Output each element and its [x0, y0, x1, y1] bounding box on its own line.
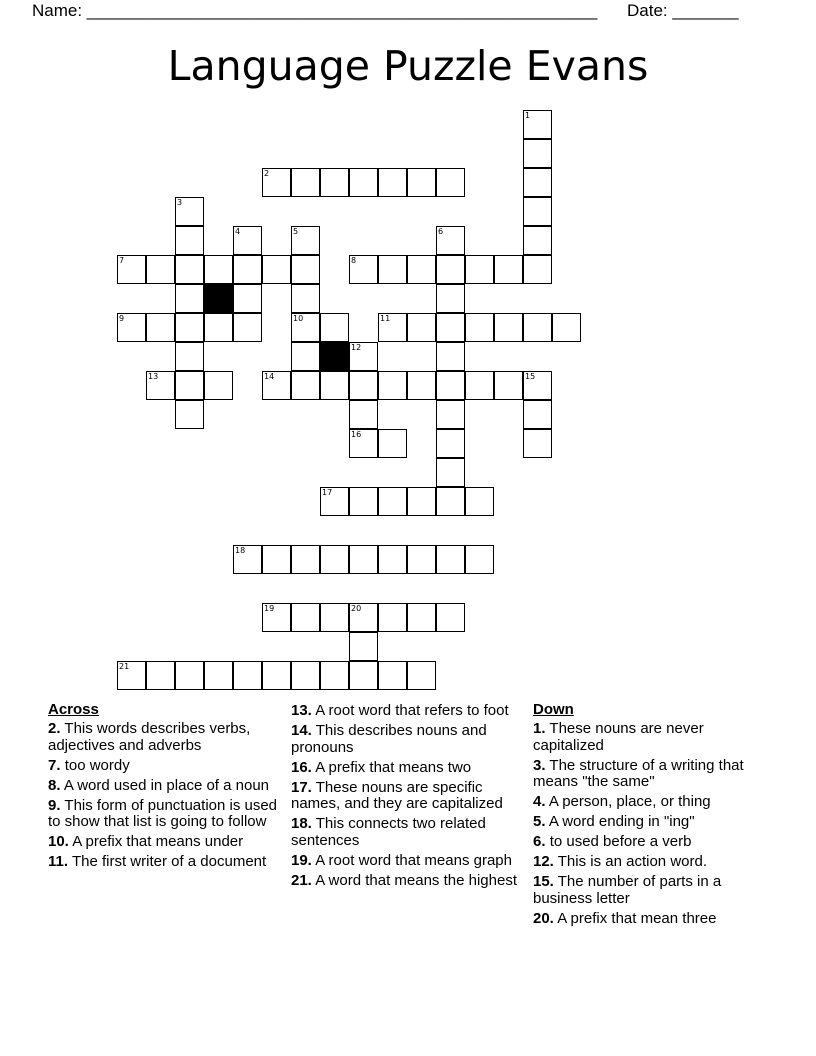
crossword-cell[interactable]: [378, 545, 407, 574]
crossword-cell[interactable]: [175, 400, 204, 429]
crossword-cell[interactable]: [523, 313, 552, 342]
date-field[interactable]: Date: _______: [627, 1, 739, 20]
clue-number: 13: [148, 372, 159, 381]
across-clue: [291, 780, 526, 813]
across-clues-col1: [48, 701, 283, 874]
across-clue: [291, 760, 526, 777]
clue-text: This describes nouns and pronouns: [291, 722, 487, 756]
crossword-cell[interactable]: [494, 313, 523, 342]
crossword-cell[interactable]: [349, 400, 378, 429]
crossword-cell[interactable]: [233, 545, 262, 574]
clue-number-label: 1.: [533, 720, 546, 737]
crossword-cell[interactable]: [349, 487, 378, 516]
clue-number-label: 9.: [48, 796, 61, 814]
crossword-cell[interactable]: [407, 661, 436, 690]
clue-number-label: 10.: [48, 833, 69, 850]
across-clue: [48, 798, 283, 831]
crossword-cell[interactable]: [407, 545, 436, 574]
crossword-cell[interactable]: [436, 226, 465, 255]
clue-number: 16: [351, 430, 362, 439]
crossword-cell[interactable]: [204, 661, 233, 690]
crossword-cell[interactable]: [175, 342, 204, 371]
clue-number-label: 12.: [533, 853, 554, 870]
clue-text: A prefix that mean three: [557, 909, 717, 927]
crossword-cell[interactable]: [407, 371, 436, 400]
crossword-cell[interactable]: [523, 226, 552, 255]
down-clue: [533, 874, 768, 907]
across-clue: [291, 853, 526, 870]
black-square: [204, 284, 233, 313]
crossword-cell[interactable]: [436, 603, 465, 632]
crossword-cell[interactable]: [378, 661, 407, 690]
clue-number-label: 2.: [48, 720, 61, 737]
crossword-cell[interactable]: [523, 400, 552, 429]
clue-number: 7: [119, 256, 125, 265]
across-clue: [291, 816, 526, 849]
down-clue: [533, 721, 768, 754]
crossword-cell[interactable]: [175, 661, 204, 690]
crossword-cell[interactable]: [291, 371, 320, 400]
crossword-cell[interactable]: [436, 255, 465, 284]
crossword-cell[interactable]: [320, 487, 349, 516]
across-clue: [291, 873, 526, 890]
clue-text: These nouns are never capitalized: [533, 720, 704, 754]
clue-text: The first writer of a document: [71, 853, 267, 870]
crossword-cell[interactable]: [320, 371, 349, 400]
clue-number-label: 11.: [48, 853, 69, 870]
crossword-cell[interactable]: [146, 255, 175, 284]
clue-number-label: 6.: [533, 833, 546, 850]
crossword-cell[interactable]: [349, 429, 378, 458]
clue-number-label: 3.: [533, 756, 546, 774]
crossword-cell[interactable]: [320, 168, 349, 197]
crossword-cell[interactable]: [407, 313, 436, 342]
crossword-cell[interactable]: [291, 313, 320, 342]
crossword-cell[interactable]: [204, 371, 233, 400]
clue-number: 20: [351, 604, 362, 613]
crossword-cell[interactable]: [407, 487, 436, 516]
clue-number-label: 4.: [533, 793, 546, 810]
clue-number: 19: [264, 604, 275, 613]
crossword-cell[interactable]: [407, 603, 436, 632]
across-clue: [48, 834, 283, 851]
crossword-cell[interactable]: [175, 255, 204, 284]
crossword-cell[interactable]: [291, 603, 320, 632]
crossword-cell[interactable]: [349, 168, 378, 197]
crossword-cell[interactable]: [523, 371, 552, 400]
clue-number: 10: [293, 314, 304, 323]
clue-text: These nouns are specific names, and they are capitalized: [291, 778, 503, 812]
clue-number: 15: [525, 372, 536, 381]
crossword-cell[interactable]: [117, 661, 146, 690]
clue-number-label: 21.: [291, 871, 312, 889]
clue-text: A word that means the highest: [315, 871, 517, 889]
crossword-cell[interactable]: [523, 110, 552, 139]
clue-number-label: 7.: [48, 756, 61, 774]
clue-text: This form of punctuation is used to show that list is going to follow: [48, 796, 278, 830]
crossword-cell[interactable]: [262, 545, 291, 574]
clue-text: A word used in place of a noun: [63, 776, 270, 794]
crossword-cell[interactable]: [291, 284, 320, 313]
crossword-cell[interactable]: [378, 603, 407, 632]
crossword-cell[interactable]: [523, 429, 552, 458]
crossword-cell[interactable]: [146, 313, 175, 342]
crossword-cell[interactable]: [436, 458, 465, 487]
crossword-cell[interactable]: [233, 661, 262, 690]
clue-text: This is an action word.: [557, 853, 707, 870]
crossword-cell[interactable]: [291, 255, 320, 284]
clue-number-label: 15.: [533, 873, 554, 890]
clue-number-label: 17.: [291, 778, 312, 796]
crossword-cell[interactable]: [349, 661, 378, 690]
across-heading: Across: [48, 701, 99, 718]
clue-text: This words describes verbs, adjectives and adverbs: [48, 720, 251, 754]
crossword-cell[interactable]: [291, 342, 320, 371]
clue-text: A root word that refers to foot: [315, 702, 509, 719]
crossword-cell[interactable]: [117, 255, 146, 284]
crossword-cell[interactable]: [233, 284, 262, 313]
clue-number-label: 16.: [291, 758, 312, 776]
crossword-cell[interactable]: [175, 371, 204, 400]
crossword-cell[interactable]: [378, 429, 407, 458]
crossword-cell[interactable]: [494, 371, 523, 400]
clue-number: 14: [264, 372, 275, 381]
crossword-cell[interactable]: [436, 545, 465, 574]
crossword-cell[interactable]: [523, 168, 552, 197]
clue-number: 12: [351, 343, 362, 352]
clue-number: 6: [438, 227, 444, 236]
clue-number: 2: [264, 169, 270, 178]
across-clue: [291, 723, 526, 756]
clue-number-label: 20.: [533, 909, 554, 927]
crossword-cell[interactable]: [175, 197, 204, 226]
crossword-cell[interactable]: [407, 255, 436, 284]
clue-number: 5: [293, 227, 299, 236]
across-clue: [48, 854, 283, 871]
crossword-cell[interactable]: [291, 168, 320, 197]
clue-text: A prefix that means two: [315, 758, 472, 776]
crossword-cell[interactable]: [552, 313, 581, 342]
crossword-cell[interactable]: [378, 313, 407, 342]
down-clues: [533, 701, 768, 931]
crossword-cell[interactable]: [146, 661, 175, 690]
clue-number-label: 14.: [291, 722, 312, 739]
clue-text: A person, place, or thing: [548, 793, 711, 810]
crossword-cell[interactable]: [523, 255, 552, 284]
crossword-cell[interactable]: [349, 255, 378, 284]
clue-text: A word ending in "ing": [548, 813, 695, 830]
down-clue: [533, 794, 768, 811]
name-field[interactable]: Name: ______________________________________________________: [32, 1, 598, 20]
crossword-cell[interactable]: [262, 255, 291, 284]
crossword-cell[interactable]: [465, 313, 494, 342]
clue-number: 4: [235, 227, 241, 236]
clue-number-label: 5.: [533, 813, 546, 830]
crossword-cell[interactable]: [465, 371, 494, 400]
clue-number-label: 8.: [48, 776, 61, 794]
crossword-cell[interactable]: [262, 603, 291, 632]
crossword-cell[interactable]: [465, 255, 494, 284]
down-clue: [533, 758, 768, 791]
crossword-cell[interactable]: [349, 371, 378, 400]
crossword-cell[interactable]: [233, 313, 262, 342]
clue-text: The number of parts in a business letter: [533, 873, 722, 907]
clue-number-label: 19.: [291, 851, 312, 869]
crossword-cell[interactable]: [349, 603, 378, 632]
crossword-cell[interactable]: [320, 313, 349, 342]
crossword-cell[interactable]: [436, 313, 465, 342]
crossword-cell[interactable]: [146, 371, 175, 400]
crossword-cell[interactable]: [175, 284, 204, 313]
clue-number: 18: [235, 546, 246, 555]
clue-number: 21: [119, 662, 130, 671]
clue-number: 9: [119, 314, 125, 323]
crossword-cell[interactable]: [523, 197, 552, 226]
crossword-cell[interactable]: [262, 371, 291, 400]
crossword-cell[interactable]: [436, 371, 465, 400]
across-clue: [48, 721, 283, 754]
down-clue: [533, 814, 768, 831]
crossword-cell[interactable]: [465, 487, 494, 516]
crossword-cell[interactable]: [233, 226, 262, 255]
crossword-cell[interactable]: [407, 168, 436, 197]
crossword-cell[interactable]: [262, 661, 291, 690]
crossword-cell[interactable]: [349, 545, 378, 574]
crossword-cell[interactable]: [378, 255, 407, 284]
clue-number-label: 13.: [291, 702, 312, 719]
crossword-cell[interactable]: [175, 226, 204, 255]
clue-number: 8: [351, 256, 357, 265]
clue-text: too wordy: [64, 756, 130, 774]
crossword-cell[interactable]: [436, 284, 465, 313]
crossword-cell[interactable]: [320, 603, 349, 632]
crossword-cell[interactable]: [291, 545, 320, 574]
crossword-cell[interactable]: [320, 661, 349, 690]
across-clues-col2: [291, 703, 526, 893]
crossword-cell[interactable]: [262, 168, 291, 197]
crossword-cell[interactable]: [204, 255, 233, 284]
crossword-cell[interactable]: [349, 342, 378, 371]
across-clue: [291, 703, 526, 720]
clue-number-label: 18.: [291, 815, 312, 832]
clue-number: 11: [380, 314, 391, 323]
crossword-cell[interactable]: [378, 487, 407, 516]
down-clue: [533, 834, 768, 851]
across-clue: [48, 758, 283, 775]
crossword-cell[interactable]: [175, 313, 204, 342]
clue-number: 3: [177, 198, 183, 207]
crossword-cell[interactable]: [436, 429, 465, 458]
black-square: [320, 342, 349, 371]
clue-text: This connects two related sentences: [291, 815, 486, 849]
clue-number: 17: [322, 488, 333, 497]
crossword-cell[interactable]: [349, 632, 378, 661]
crossword-cell[interactable]: [378, 168, 407, 197]
across-clue: [48, 778, 283, 795]
crossword-cell[interactable]: [291, 661, 320, 690]
clue-text: A prefix that means under: [72, 833, 244, 850]
crossword-cell[interactable]: [117, 313, 146, 342]
page-title: Language Puzzle Evans: [167, 42, 649, 90]
crossword-cell[interactable]: [436, 487, 465, 516]
crossword-cell[interactable]: [494, 255, 523, 284]
crossword-cell[interactable]: [204, 313, 233, 342]
crossword-cell[interactable]: [378, 371, 407, 400]
crossword-cell[interactable]: [436, 400, 465, 429]
down-clue: [533, 911, 768, 928]
crossword-cell[interactable]: [320, 545, 349, 574]
down-clue: [533, 854, 768, 871]
down-heading: Down: [533, 701, 574, 718]
crossword-cell[interactable]: [436, 168, 465, 197]
crossword-cell[interactable]: [465, 545, 494, 574]
crossword-cell[interactable]: [291, 226, 320, 255]
clue-text: A root word that means graph: [315, 851, 512, 869]
crossword-cell[interactable]: [523, 139, 552, 168]
clue-text: to used before a verb: [549, 833, 692, 850]
crossword-cell[interactable]: [436, 342, 465, 371]
clue-number: 1: [525, 111, 531, 120]
clue-text: The structure of a writing that means "the same": [533, 756, 744, 790]
crossword-cell[interactable]: [233, 255, 262, 284]
